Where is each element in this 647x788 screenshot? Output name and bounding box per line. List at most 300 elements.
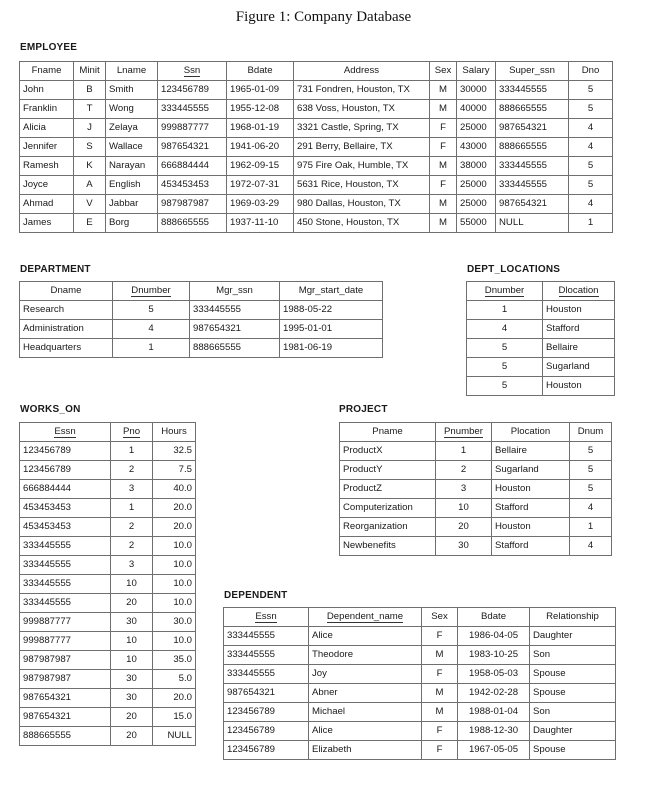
dependent-row bbox=[224, 741, 616, 760]
employee-cell-dno: 1 bbox=[569, 214, 613, 233]
dept-locations-cell-dlocation: Houston bbox=[543, 377, 615, 396]
project-cell-plocation: Houston bbox=[492, 480, 570, 499]
employee-table bbox=[19, 61, 613, 233]
employee-cell-minit: T bbox=[74, 100, 106, 119]
works-on-cell-hours: 10.0 bbox=[153, 632, 196, 651]
works-on-cell-essn: 666884444 bbox=[20, 480, 111, 499]
dependent-col-essn bbox=[224, 608, 309, 627]
dependent-cell-bdate: 1986-04-05 bbox=[458, 627, 530, 646]
department-col-mgr-ssn-label: Mgr_ssn bbox=[216, 285, 253, 296]
employee-cell-address: 731 Fondren, Houston, TX bbox=[294, 81, 430, 100]
project-row bbox=[340, 518, 612, 537]
project-cell-pname: Newbenefits bbox=[340, 537, 436, 556]
works-on-cell-hours: 20.0 bbox=[153, 499, 196, 518]
employee-cell-super-ssn: 888665555 bbox=[496, 100, 569, 119]
dependent-cell-sex: F bbox=[422, 627, 458, 646]
project-cell-pnumber: 20 bbox=[436, 518, 492, 537]
employee-cell-dno: 5 bbox=[569, 157, 613, 176]
project-cell-dnum: 5 bbox=[570, 461, 612, 480]
employee-cell-address: 5631 Rice, Houston, TX bbox=[294, 176, 430, 195]
dependent-cell-essn: 333445555 bbox=[224, 665, 309, 684]
employee-cell-minit: A bbox=[74, 176, 106, 195]
works-on-cell-essn: 987654321 bbox=[20, 689, 111, 708]
works-on-row bbox=[20, 480, 196, 499]
department-header-row bbox=[20, 282, 383, 301]
dependent-cell-essn: 123456789 bbox=[224, 741, 309, 760]
dependent-col-sex-label: Sex bbox=[431, 611, 448, 622]
department-row bbox=[20, 301, 383, 320]
employee-row bbox=[20, 81, 613, 100]
dependent-cell-sex: M bbox=[422, 703, 458, 722]
department-row bbox=[20, 320, 383, 339]
dependent-cell-essn: 123456789 bbox=[224, 703, 309, 722]
employee-cell-salary: 25000 bbox=[457, 119, 496, 138]
dept-locations-cell-dlocation: Bellaire bbox=[543, 339, 615, 358]
employee-col-ssn bbox=[158, 62, 227, 81]
employee-cell-minit: V bbox=[74, 195, 106, 214]
dept-locations-row bbox=[467, 339, 615, 358]
dept-locations-cell-dnumber: 5 bbox=[467, 358, 543, 377]
employee-cell-ssn: 999887777 bbox=[158, 119, 227, 138]
project-cell-plocation: Bellaire bbox=[492, 442, 570, 461]
employee-col-dno-label: Dno bbox=[581, 65, 600, 76]
works-on-row bbox=[20, 632, 196, 651]
dependent-row bbox=[224, 627, 616, 646]
employee-cell-super-ssn: 888665555 bbox=[496, 138, 569, 157]
works-on-row bbox=[20, 575, 196, 594]
works-on-cell-essn: 999887777 bbox=[20, 632, 111, 651]
employee-cell-fname: Joyce bbox=[20, 176, 74, 195]
works-on-cell-hours: 10.0 bbox=[153, 594, 196, 613]
department-row bbox=[20, 339, 383, 358]
dependent-col-bdate bbox=[458, 608, 530, 627]
employee-cell-sex: M bbox=[430, 100, 457, 119]
works-on-cell-hours: 40.0 bbox=[153, 480, 196, 499]
employee-cell-bdate: 1972-07-31 bbox=[227, 176, 294, 195]
works-on-table-label: WORKS_ON bbox=[20, 404, 81, 415]
employee-row bbox=[20, 214, 613, 233]
dept-locations-cell-dnumber: 1 bbox=[467, 301, 543, 320]
employee-cell-bdate: 1969-03-29 bbox=[227, 195, 294, 214]
dependent-col-dependent-name-label: Dependent_name bbox=[326, 611, 404, 622]
works-on-header-row bbox=[20, 423, 196, 442]
employee-col-address-label: Address bbox=[343, 65, 380, 76]
project-cell-pname: Computerization bbox=[340, 499, 436, 518]
employee-cell-sex: M bbox=[430, 214, 457, 233]
department-col-dnumber bbox=[113, 282, 190, 301]
dept-locations-col-dlocation bbox=[543, 282, 615, 301]
employee-cell-sex: F bbox=[430, 119, 457, 138]
dept-locations-table-label: DEPT_LOCATIONS bbox=[467, 264, 561, 275]
project-cell-pnumber: 2 bbox=[436, 461, 492, 480]
works-on-col-hours-label: Hours bbox=[161, 426, 187, 437]
employee-cell-dno: 5 bbox=[569, 100, 613, 119]
works-on-cell-essn: 453453453 bbox=[20, 499, 111, 518]
works-on-cell-hours: 10.0 bbox=[153, 556, 196, 575]
employee-cell-salary: 25000 bbox=[457, 176, 496, 195]
works-on-cell-pno: 10 bbox=[111, 632, 153, 651]
dependent-cell-relationship: Son bbox=[530, 646, 616, 665]
works-on-row bbox=[20, 537, 196, 556]
dependent-cell-relationship: Spouse bbox=[530, 741, 616, 760]
employee-col-ssn-label: Ssn bbox=[183, 65, 201, 76]
dept-locations-cell-dnumber: 5 bbox=[467, 339, 543, 358]
department-col-mgr-ssn bbox=[190, 282, 280, 301]
works-on-row bbox=[20, 556, 196, 575]
project-cell-dnum: 4 bbox=[570, 537, 612, 556]
works-on-row bbox=[20, 518, 196, 537]
dept-locations-col-dnumber bbox=[467, 282, 543, 301]
works-on-cell-essn: 123456789 bbox=[20, 461, 111, 480]
project-col-plocation-label: Plocation bbox=[510, 426, 551, 437]
department-col-dname bbox=[20, 282, 113, 301]
employee-col-super-ssn bbox=[496, 62, 569, 81]
employee-col-lname bbox=[106, 62, 158, 81]
project-cell-pnumber: 30 bbox=[436, 537, 492, 556]
employee-col-salary bbox=[457, 62, 496, 81]
dependent-table-label: DEPENDENT bbox=[224, 590, 288, 601]
dept-locations-col-dnumber-label: Dnumber bbox=[484, 285, 525, 296]
works-on-cell-essn: 333445555 bbox=[20, 537, 111, 556]
employee-col-salary-label: Salary bbox=[462, 65, 490, 76]
dependent-cell-bdate: 1988-01-04 bbox=[458, 703, 530, 722]
dependent-col-relationship-label: Relationship bbox=[546, 611, 599, 622]
department-cell-mgr-start-date: 1981-06-19 bbox=[280, 339, 383, 358]
department-cell-mgr-start-date: 1988-05-22 bbox=[280, 301, 383, 320]
dept-locations-row bbox=[467, 358, 615, 377]
project-header-row bbox=[340, 423, 612, 442]
works-on-cell-pno: 10 bbox=[111, 575, 153, 594]
department-col-mgr-start-date-label: Mgr_start_date bbox=[298, 285, 364, 296]
employee-cell-ssn: 333445555 bbox=[158, 100, 227, 119]
works-on-row bbox=[20, 689, 196, 708]
employee-cell-lname: Narayan bbox=[106, 157, 158, 176]
works-on-row bbox=[20, 499, 196, 518]
dependent-row bbox=[224, 684, 616, 703]
dept-locations-col-dlocation-label: Dlocation bbox=[558, 285, 599, 296]
employee-cell-bdate: 1937-11-10 bbox=[227, 214, 294, 233]
employee-cell-fname: Ahmad bbox=[20, 195, 74, 214]
works-on-cell-hours: 10.0 bbox=[153, 537, 196, 556]
dependent-cell-sex: F bbox=[422, 722, 458, 741]
works-on-cell-hours: 32.5 bbox=[153, 442, 196, 461]
project-cell-pname: ProductY bbox=[340, 461, 436, 480]
employee-col-minit-label: Minit bbox=[79, 65, 100, 76]
project-table bbox=[339, 422, 612, 556]
dependent-cell-dependent-name: Alice bbox=[309, 627, 422, 646]
employee-cell-minit: E bbox=[74, 214, 106, 233]
project-cell-plocation: Stafford bbox=[492, 537, 570, 556]
dependent-cell-relationship: Son bbox=[530, 703, 616, 722]
dependent-cell-bdate: 1967-05-05 bbox=[458, 741, 530, 760]
project-col-dnum bbox=[570, 423, 612, 442]
employee-cell-lname: Wong bbox=[106, 100, 158, 119]
employee-row bbox=[20, 100, 613, 119]
project-cell-plocation: Houston bbox=[492, 518, 570, 537]
department-cell-mgr-start-date: 1995-01-01 bbox=[280, 320, 383, 339]
dept-locations-cell-dlocation: Stafford bbox=[543, 320, 615, 339]
employee-col-bdate-label: Bdate bbox=[247, 65, 273, 76]
employee-cell-bdate: 1965-01-09 bbox=[227, 81, 294, 100]
project-cell-pname: Reorganization bbox=[340, 518, 436, 537]
employee-cell-sex: F bbox=[430, 138, 457, 157]
project-col-pnumber bbox=[436, 423, 492, 442]
employee-cell-dno: 5 bbox=[569, 81, 613, 100]
dependent-cell-essn: 333445555 bbox=[224, 627, 309, 646]
works-on-cell-pno: 30 bbox=[111, 613, 153, 632]
employee-cell-lname: Jabbar bbox=[106, 195, 158, 214]
works-on-cell-pno: 1 bbox=[111, 499, 153, 518]
employee-col-lname-label: Lname bbox=[116, 65, 147, 76]
dependent-row bbox=[224, 665, 616, 684]
employee-cell-ssn: 987654321 bbox=[158, 138, 227, 157]
works-on-col-hours bbox=[153, 423, 196, 442]
employee-col-minit bbox=[74, 62, 106, 81]
employee-col-sex-label: Sex bbox=[434, 65, 452, 76]
dept-locations-header-row bbox=[467, 282, 615, 301]
works-on-cell-hours: NULL bbox=[153, 727, 196, 746]
works-on-cell-pno: 3 bbox=[111, 556, 153, 575]
employee-cell-fname: Jennifer bbox=[20, 138, 74, 157]
dependent-cell-bdate: 1958-05-03 bbox=[458, 665, 530, 684]
dependent-cell-relationship: Daughter bbox=[530, 722, 616, 741]
employee-cell-ssn: 123456789 bbox=[158, 81, 227, 100]
employee-cell-minit: B bbox=[74, 81, 106, 100]
project-col-pnumber-label: Pnumber bbox=[444, 426, 483, 437]
works-on-cell-pno: 10 bbox=[111, 651, 153, 670]
department-col-dnumber-label: Dnumber bbox=[131, 285, 171, 296]
department-cell-dnumber: 1 bbox=[113, 339, 190, 358]
dependent-col-bdate-label: Bdate bbox=[480, 611, 507, 622]
dept-locations-cell-dlocation: Houston bbox=[543, 301, 615, 320]
works-on-cell-pno: 1 bbox=[111, 442, 153, 461]
employee-col-super-ssn-label: Super_ssn bbox=[509, 65, 555, 76]
employee-cell-salary: 55000 bbox=[457, 214, 496, 233]
employee-row bbox=[20, 119, 613, 138]
employee-cell-sex: M bbox=[430, 157, 457, 176]
project-cell-pnumber: 1 bbox=[436, 442, 492, 461]
employee-cell-super-ssn: 333445555 bbox=[496, 81, 569, 100]
project-cell-pname: ProductZ bbox=[340, 480, 436, 499]
project-cell-plocation: Stafford bbox=[492, 499, 570, 518]
works-on-row bbox=[20, 594, 196, 613]
project-row bbox=[340, 442, 612, 461]
dependent-col-essn-label: Essn bbox=[255, 611, 277, 622]
employee-cell-dno: 4 bbox=[569, 119, 613, 138]
employee-cell-ssn: 453453453 bbox=[158, 176, 227, 195]
works-on-cell-essn: 999887777 bbox=[20, 613, 111, 632]
employee-cell-super-ssn: 987654321 bbox=[496, 119, 569, 138]
employee-cell-address: 975 Fire Oak, Humble, TX bbox=[294, 157, 430, 176]
employee-cell-salary: 40000 bbox=[457, 100, 496, 119]
department-cell-mgr-ssn: 987654321 bbox=[190, 320, 280, 339]
employee-cell-fname: Ramesh bbox=[20, 157, 74, 176]
employee-row bbox=[20, 195, 613, 214]
project-cell-plocation: Sugarland bbox=[492, 461, 570, 480]
employee-cell-super-ssn: 333445555 bbox=[496, 157, 569, 176]
project-cell-dnum: 1 bbox=[570, 518, 612, 537]
dependent-col-sex bbox=[422, 608, 458, 627]
dependent-cell-dependent-name: Joy bbox=[309, 665, 422, 684]
employee-cell-lname: English bbox=[106, 176, 158, 195]
dependent-cell-essn: 123456789 bbox=[224, 722, 309, 741]
employee-cell-salary: 30000 bbox=[457, 81, 496, 100]
dependent-cell-relationship: Daughter bbox=[530, 627, 616, 646]
works-on-cell-hours: 20.0 bbox=[153, 518, 196, 537]
employee-cell-super-ssn: NULL bbox=[496, 214, 569, 233]
works-on-row bbox=[20, 727, 196, 746]
employee-cell-salary: 38000 bbox=[457, 157, 496, 176]
department-cell-mgr-ssn: 333445555 bbox=[190, 301, 280, 320]
employee-cell-sex: F bbox=[430, 176, 457, 195]
employee-row bbox=[20, 138, 613, 157]
employee-cell-fname: Alicia bbox=[20, 119, 74, 138]
department-cell-dname: Administration bbox=[20, 320, 113, 339]
works-on-cell-pno: 3 bbox=[111, 480, 153, 499]
works-on-col-pno bbox=[111, 423, 153, 442]
works-on-cell-hours: 35.0 bbox=[153, 651, 196, 670]
project-col-plocation bbox=[492, 423, 570, 442]
employee-cell-dno: 5 bbox=[569, 176, 613, 195]
employee-cell-address: 638 Voss, Houston, TX bbox=[294, 100, 430, 119]
dependent-row bbox=[224, 722, 616, 741]
dept-locations-row bbox=[467, 377, 615, 396]
works-on-cell-pno: 20 bbox=[111, 708, 153, 727]
employee-cell-lname: Zelaya bbox=[106, 119, 158, 138]
employee-cell-bdate: 1955-12-08 bbox=[227, 100, 294, 119]
works-on-cell-hours: 10.0 bbox=[153, 575, 196, 594]
dependent-cell-bdate: 1988-12-30 bbox=[458, 722, 530, 741]
department-cell-dnumber: 4 bbox=[113, 320, 190, 339]
works-on-cell-essn: 987654321 bbox=[20, 708, 111, 727]
employee-cell-fname: Franklin bbox=[20, 100, 74, 119]
employee-col-dno bbox=[569, 62, 613, 81]
employee-col-fname bbox=[20, 62, 74, 81]
employee-col-sex bbox=[430, 62, 457, 81]
department-cell-dnumber: 5 bbox=[113, 301, 190, 320]
dept-locations-cell-dlocation: Sugarland bbox=[543, 358, 615, 377]
works-on-col-essn bbox=[20, 423, 111, 442]
works-on-row bbox=[20, 613, 196, 632]
dependent-row bbox=[224, 646, 616, 665]
project-row bbox=[340, 537, 612, 556]
employee-cell-bdate: 1941-06-20 bbox=[227, 138, 294, 157]
employee-cell-ssn: 666884444 bbox=[158, 157, 227, 176]
dept-locations-cell-dnumber: 5 bbox=[467, 377, 543, 396]
employee-cell-address: 980 Dallas, Houston, TX bbox=[294, 195, 430, 214]
employee-cell-lname: Smith bbox=[106, 81, 158, 100]
works-on-cell-hours: 30.0 bbox=[153, 613, 196, 632]
works-on-cell-hours: 5.0 bbox=[153, 670, 196, 689]
employee-cell-dno: 4 bbox=[569, 195, 613, 214]
works-on-cell-essn: 333445555 bbox=[20, 594, 111, 613]
works-on-cell-hours: 15.0 bbox=[153, 708, 196, 727]
employee-col-fname-label: Fname bbox=[31, 65, 62, 76]
employee-cell-minit: S bbox=[74, 138, 106, 157]
dependent-cell-relationship: Spouse bbox=[530, 665, 616, 684]
employee-cell-sex: M bbox=[430, 195, 457, 214]
works-on-cell-hours: 7.5 bbox=[153, 461, 196, 480]
department-table-label: DEPARTMENT bbox=[20, 264, 91, 275]
employee-cell-address: 450 Stone, Houston, TX bbox=[294, 214, 430, 233]
department-cell-dname: Headquarters bbox=[20, 339, 113, 358]
project-cell-dnum: 5 bbox=[570, 442, 612, 461]
works-on-row bbox=[20, 461, 196, 480]
employee-cell-lname: Wallace bbox=[106, 138, 158, 157]
employee-col-address bbox=[294, 62, 430, 81]
dependent-cell-relationship: Spouse bbox=[530, 684, 616, 703]
project-cell-dnum: 4 bbox=[570, 499, 612, 518]
dependent-col-dependent-name bbox=[309, 608, 422, 627]
works-on-cell-essn: 453453453 bbox=[20, 518, 111, 537]
dept-locations-cell-dnumber: 4 bbox=[467, 320, 543, 339]
dependent-cell-dependent-name: Abner bbox=[309, 684, 422, 703]
works-on-table bbox=[19, 422, 196, 746]
dependent-cell-essn: 987654321 bbox=[224, 684, 309, 703]
project-row bbox=[340, 461, 612, 480]
works-on-cell-essn: 987987987 bbox=[20, 670, 111, 689]
dependent-table bbox=[223, 607, 616, 760]
department-col-dname-label: Dname bbox=[50, 285, 82, 296]
employee-cell-super-ssn: 333445555 bbox=[496, 176, 569, 195]
works-on-col-pno-label: Pno bbox=[122, 426, 141, 437]
project-cell-pname: ProductX bbox=[340, 442, 436, 461]
works-on-cell-pno: 20 bbox=[111, 727, 153, 746]
project-cell-pnumber: 3 bbox=[436, 480, 492, 499]
employee-cell-fname: James bbox=[20, 214, 74, 233]
dependent-cell-sex: F bbox=[422, 741, 458, 760]
works-on-cell-pno: 2 bbox=[111, 461, 153, 480]
employee-cell-sex: M bbox=[430, 81, 457, 100]
employee-cell-lname: Borg bbox=[106, 214, 158, 233]
project-col-pname-label: Pname bbox=[372, 426, 403, 437]
works-on-cell-pno: 30 bbox=[111, 689, 153, 708]
employee-cell-minit: J bbox=[74, 119, 106, 138]
dependent-cell-essn: 333445555 bbox=[224, 646, 309, 665]
works-on-col-essn-label: Essn bbox=[54, 426, 76, 437]
works-on-cell-essn: 333445555 bbox=[20, 575, 111, 594]
dependent-cell-dependent-name: Theodore bbox=[309, 646, 422, 665]
employee-cell-salary: 43000 bbox=[457, 138, 496, 157]
dependent-cell-sex: M bbox=[422, 646, 458, 665]
project-cell-pnumber: 10 bbox=[436, 499, 492, 518]
works-on-cell-essn: 888665555 bbox=[20, 727, 111, 746]
dept-locations-row bbox=[467, 301, 615, 320]
dependent-cell-bdate: 1942-02-28 bbox=[458, 684, 530, 703]
works-on-cell-pno: 2 bbox=[111, 518, 153, 537]
employee-table-label: EMPLOYEE bbox=[20, 42, 78, 53]
project-col-dnum-label: Dnum bbox=[577, 426, 604, 437]
project-row bbox=[340, 499, 612, 518]
department-cell-mgr-ssn: 888665555 bbox=[190, 339, 280, 358]
dept-locations-row bbox=[467, 320, 615, 339]
employee-cell-ssn: 888665555 bbox=[158, 214, 227, 233]
works-on-cell-pno: 20 bbox=[111, 594, 153, 613]
works-on-row bbox=[20, 708, 196, 727]
department-table bbox=[19, 281, 383, 358]
employee-cell-ssn: 987987987 bbox=[158, 195, 227, 214]
dependent-cell-dependent-name: Michael bbox=[309, 703, 422, 722]
employee-cell-super-ssn: 987654321 bbox=[496, 195, 569, 214]
works-on-cell-essn: 333445555 bbox=[20, 556, 111, 575]
employee-cell-minit: K bbox=[74, 157, 106, 176]
works-on-cell-pno: 30 bbox=[111, 670, 153, 689]
works-on-cell-essn: 987987987 bbox=[20, 651, 111, 670]
project-col-pname bbox=[340, 423, 436, 442]
employee-row bbox=[20, 176, 613, 195]
employee-cell-salary: 25000 bbox=[457, 195, 496, 214]
department-col-mgr-start-date bbox=[280, 282, 383, 301]
